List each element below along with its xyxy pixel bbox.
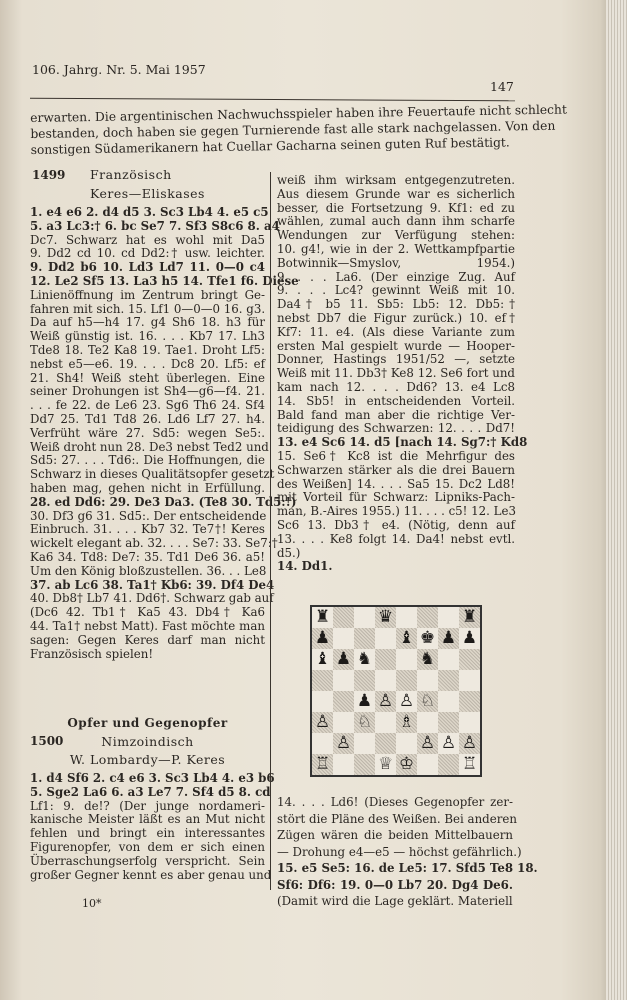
board-square [333, 628, 354, 649]
text-line: 28. ed Dd6: 29. De3 Da3. (Te8 30. Td5:!) [30, 494, 297, 509]
board-square [396, 712, 417, 733]
board-square [375, 733, 396, 754]
board-square [354, 670, 375, 691]
text-line: Schwarzen stärker als die drei Bauern [277, 462, 515, 477]
board-square [459, 649, 480, 670]
board-square [333, 607, 354, 628]
text-line: 9. Dd2 cd 10. cd Dd2:† usw. leichter. [30, 246, 265, 261]
text-line: Tde8 18. Te2 Ka8 19. Tae1. Droht Lf5: [30, 342, 265, 357]
chess-piece-icon: ♙ [461, 733, 478, 753]
game-number-1499: 1499 [32, 168, 66, 182]
text-line: Verfrüht wäre 27. Sd5: wegen Se5:. [30, 425, 265, 440]
board-square [354, 733, 375, 754]
text-line: wickelt elegant ab. 32. . . . Se7: 33. Se7:† [30, 536, 278, 551]
text-line: Lf1: 9. de!? (Der junge nordameri- [30, 798, 265, 813]
board-square [438, 691, 459, 712]
board-square [312, 691, 333, 712]
text-line: 10. g4!, wie in der 2. Wettkampfpartie [277, 241, 515, 256]
board-square [354, 754, 375, 775]
text-line: 30. Df3 g6 31. Sd5:. Der entscheidende [30, 508, 267, 523]
board-square [354, 607, 375, 628]
board-square [396, 691, 417, 712]
text-line: Weiß droht nun 28. De3 nebst Ted2 und [30, 439, 269, 454]
text-line: sonstigen Südamerikanern hat Cuellar Gacharna seinen guten Ruf bestätigt. [30, 135, 510, 157]
text-line: Weiß mit 11. Db3† Ke8 12. Se6 fort und [277, 366, 515, 381]
text-line: (Damit wird die Lage geklärt. Materiell [277, 894, 513, 908]
board-square [396, 607, 417, 628]
page-number: 147 [490, 79, 514, 94]
chess-piece-icon: ♜ [461, 607, 478, 627]
column-divider [270, 172, 271, 890]
board-square [417, 733, 438, 754]
text-line: 5. a3 Lc3:† 6. bc Se7 7. Sf3 S8c6 8. a4 [30, 218, 280, 233]
text-line: 40. Db8† Lb7 41. Dd6†. Schwarz gab auf [30, 591, 274, 606]
text-line: Weiß günstig ist. 16. . . . Kb7 17. Lh3 [30, 329, 265, 344]
text-line: Sf6: Df6: 19. 0—0 Lb7 20. Dg4 De6. [277, 877, 513, 892]
board-square [438, 607, 459, 628]
diagram-caption [277, 794, 538, 910]
text-line: 1. e4 e6 2. d4 d5 3. Sc3 Lb4 4. e5 c5 [30, 205, 269, 219]
board-square [354, 628, 375, 649]
text-line: ersten Mal gespielt wurde — Hooper- [277, 338, 515, 353]
board-square [417, 670, 438, 691]
text-line: Donner, Hastings 1951/52 —, setzte [277, 352, 515, 367]
board-square [459, 691, 480, 712]
text-line: 15. Se6† Kc8 ist die Mehrfigur des [277, 448, 515, 463]
board-square [312, 607, 333, 628]
board-square [375, 712, 396, 733]
board-square [333, 691, 354, 712]
text-line: sagen: Gegen Keres darf man nicht [30, 632, 265, 647]
board-square [417, 649, 438, 670]
chess-piece-icon: ♟ [440, 628, 457, 648]
chess-piece-icon: ♘ [419, 691, 436, 711]
text-line: kanische Meister läßt es an Mut nicht [30, 812, 265, 827]
text-line: Französisch spielen! [30, 646, 154, 661]
text-line: Bald fand man aber die richtige Ver- [277, 407, 515, 422]
chess-piece-icon: ♘ [356, 712, 373, 732]
board-square [417, 628, 438, 649]
text-line: 14. Sb5! in entscheidenden Vorteil. [277, 393, 515, 408]
game2-text [30, 771, 275, 882]
board-square [333, 733, 354, 754]
chess-piece-icon: ♛ [377, 607, 394, 627]
board-square [459, 712, 480, 733]
board-square [459, 733, 480, 754]
board-square [312, 712, 333, 733]
chess-piece-icon: ♙ [398, 691, 415, 711]
chess-piece-icon: ♟ [314, 628, 331, 648]
board-square [438, 670, 459, 691]
chess-piece-icon: ♖ [314, 754, 331, 774]
text-line: Überraschungserfolg verspricht. Sein [30, 853, 265, 868]
text-line: Da auf h5—h4 17. g4 Sh6 18. h3 für [30, 315, 265, 330]
chess-piece-icon: ♕ [377, 754, 394, 774]
text-line: d5.) [277, 545, 301, 560]
running-header: 106. Jahrg. Nr. 5. Mai 1957 [32, 62, 206, 77]
text-line: Da4† b5 11. Sb5: Lb5: 12. Db5:† [277, 297, 515, 312]
board-square [312, 733, 333, 754]
text-line: Wendungen zur Verfügung stehen: [277, 228, 515, 243]
board-square [333, 670, 354, 691]
chess-piece-icon: ♙ [335, 733, 352, 753]
board-square [438, 712, 459, 733]
chess-piece-icon: ♙ [377, 691, 394, 711]
board-square [333, 712, 354, 733]
board-square [375, 649, 396, 670]
text-line: 13. e4 Sc6 14. d5 [nach 14. Sg7:† Kd8 [277, 435, 528, 450]
text-line: 9. Dd2 b6 10. Ld3 Ld7 11. 0—0 c4 [30, 260, 265, 275]
board-square [438, 733, 459, 754]
text-line: des Weißen] 14. . . . Sa5 15. Dc2 Ld8! [277, 476, 515, 491]
text-line: wählen, zumal auch dann ihm scharfe [277, 214, 515, 229]
game-number-1500: 1500 [30, 734, 64, 748]
text-line: 14. . . . Ld6! (Dieses Gegenopfer zer- [277, 795, 513, 809]
board-square [459, 607, 480, 628]
text-line: seiner Drohungen ist Sh4—g6—f4. 21. [30, 384, 265, 399]
board-square [417, 607, 438, 628]
text-line: haben mag, gehen nicht in Erfüllung. [30, 480, 265, 495]
text-line: Zügen wären die beiden Mittelbauern [277, 828, 513, 842]
board-square [459, 628, 480, 649]
text-line: Schwarz in dieses Qualitätsopfer gesetzt [30, 467, 275, 482]
board-square [333, 754, 354, 775]
text-line: Sd5: 27. . . . Td6:. Die Hoffnungen, die [30, 453, 265, 468]
text-line: Um den König bloßzustellen. 36. . . Le8 [30, 563, 267, 578]
board-square [312, 628, 333, 649]
game2-right-text [277, 173, 528, 574]
board-square [354, 712, 375, 733]
board-square [396, 649, 417, 670]
text-line: erwarten. Die argentinischen Nachwuchsspieler haben ihre Feuertaufe nicht schlecht [30, 102, 567, 125]
text-line: 5. Sge2 La6 6. a3 Le7 7. Sf4 d5 8. cd [30, 784, 271, 799]
chess-piece-icon: ♗ [398, 712, 415, 732]
chess-piece-icon: ♙ [419, 733, 436, 753]
chess-piece-icon: ♟ [461, 628, 478, 648]
chess-piece-icon: ♝ [398, 628, 415, 648]
text-line: Sc6 13. Db3† e4. (Nötig, denn auf [277, 517, 515, 532]
text-line: 12. Le2 Sf5 13. La3 h5 14. Tfe1 f6. Diese [30, 273, 299, 288]
board-square [438, 628, 459, 649]
board-square [459, 754, 480, 775]
text-line: 14. Dd1. [277, 559, 333, 574]
board-square [459, 670, 480, 691]
text-line: Dd7 25. Td1 Td8 26. Ld6 Lf7 27. h4. [30, 411, 265, 426]
text-line: teidigung des Schwarzen: 12. . . . Dd7! [277, 421, 515, 436]
board-square [312, 754, 333, 775]
chess-piece-icon: ♚ [419, 628, 436, 648]
text-line: Figurenopfer, von dem er sich einen [30, 839, 265, 854]
chess-piece-icon: ♜ [314, 607, 331, 627]
board-square [417, 712, 438, 733]
board-square [417, 691, 438, 712]
text-line: nebst e5—e6. 19. . . . Dc8 20. Lf5: ef [30, 356, 265, 371]
text-line: 15. e5 Se5: 16. de Le5: 17. Sfd5 Te8 18. [277, 861, 538, 875]
board-square [396, 670, 417, 691]
board-square [438, 649, 459, 670]
text-line: man, B.-Aires 1955.) 11. . . . c5! 12. Le3 [277, 504, 517, 519]
text-line: 21. Sh4! Weiß steht überlegen. Eine [30, 370, 265, 385]
chess-piece-icon: ♞ [356, 649, 373, 669]
text-line: weiß ihm wirksam entgegenzutreten. [277, 173, 515, 187]
text-line: Botwinnik—Smyslov, 1954.) [277, 255, 515, 270]
text-line: . . . fe 22. de Le6 23. Sg6 Th6 24. Sf4 [30, 398, 265, 413]
chess-piece-icon: ♙ [314, 712, 331, 732]
chess-piece-icon: ♟ [356, 691, 373, 711]
players-title-2: W. Lombardy—P. Keres [69, 752, 226, 767]
opening-title-2: Nimzoindisch [101, 734, 194, 749]
board-square [375, 670, 396, 691]
text-line: kam nach 12. . . . Dd6? 13. e4 Lc8 [277, 379, 515, 394]
board-square [354, 691, 375, 712]
text-line: Einbruch. 31. . . . Kb7 32. Te7†! Keres [30, 522, 265, 537]
text-line: besser, die Fortsetzung 9. Kf1: ed zu [277, 200, 515, 215]
text-line: 13. . . . Ke8 folgt 14. Da4! nebst evtl. [277, 531, 515, 546]
board-square [333, 649, 354, 670]
board-square [396, 754, 417, 775]
board-square [375, 691, 396, 712]
players-title: Keres—Eliskases [90, 186, 205, 201]
board-square [438, 754, 459, 775]
text-line: 9. . . . Lc4? gewinnt Weiß mit 10. [277, 283, 515, 298]
chess-piece-icon: ♟ [335, 649, 352, 669]
text-line: — Drohung e4—e5 — höchst gefährlich.) [277, 844, 522, 859]
board-square [417, 754, 438, 775]
section-title: Opfer und Gegenopfer [67, 716, 228, 730]
board-square [354, 649, 375, 670]
text-line: Linienöffnung im Zentrum bringt Ge- [30, 287, 265, 302]
chess-piece-icon: ♞ [419, 649, 436, 669]
opening-title: Französisch [90, 167, 172, 182]
chess-diagram [310, 605, 482, 777]
text-line: großer Gegner kennt es aber genau und [30, 867, 272, 882]
chess-piece-icon: ♝ [314, 649, 331, 669]
chess-piece-icon: ♙ [440, 733, 457, 753]
text-line: nebst Db7 die Figur zurück.) 10. ef† [277, 310, 515, 325]
text-line: stört die Pläne des Weißen. Bei anderen [277, 811, 517, 826]
board-square [375, 628, 396, 649]
text-line: fahren mit sich. 15. Lf1 0—0—0 16. g3. [30, 301, 266, 316]
text-line: fehlen und bringt ein interessantes [30, 826, 265, 841]
text-line: Dc7. Schwarz hat es wohl mit Da5 [30, 232, 265, 247]
board-square [375, 754, 396, 775]
text-line: Aus diesem Grunde war es sicherlich [277, 186, 515, 201]
text-line: Ka6 34. Td8: De7: 35. Td1 De6 36. a5! [30, 549, 265, 564]
intro-paragraph [30, 102, 567, 158]
chess-piece-icon: ♖ [461, 754, 478, 774]
chess-piece-icon: ♔ [398, 754, 415, 774]
signature-mark: 10* [82, 897, 102, 910]
text-line: (Dc6 42. Tb1† Ka5 43. Db4† Ka6 [30, 605, 265, 620]
board-square [312, 649, 333, 670]
text-line: Kf7: 11. e4. (Als diese Variante zum [277, 324, 515, 339]
board-square [312, 670, 333, 691]
board-square [375, 607, 396, 628]
text-line: mit Vorteil für Schwarz: Lipniks-Pach- [277, 490, 515, 505]
game1-text [30, 205, 299, 661]
text-line: 37. ab Lc6 38. Ta1† Kb6: 39. Df4 De4 [30, 577, 275, 592]
text-line: 9. . . . La6. (Der einzige Zug. Auf [277, 269, 515, 284]
text-line: 44. Ta1† nebst Matt). Fast möchte man [30, 618, 265, 633]
text-line: bestanden, doch haben sie gegen Turnierende fast alle stark nachgelassen. Von den [30, 118, 556, 141]
text-line: 1. d4 Sf6 2. c4 e6 3. Sc3 Lb4 4. e3 b6 [30, 771, 275, 785]
board-square [396, 733, 417, 754]
page-edges [606, 0, 627, 1000]
board-square [396, 628, 417, 649]
